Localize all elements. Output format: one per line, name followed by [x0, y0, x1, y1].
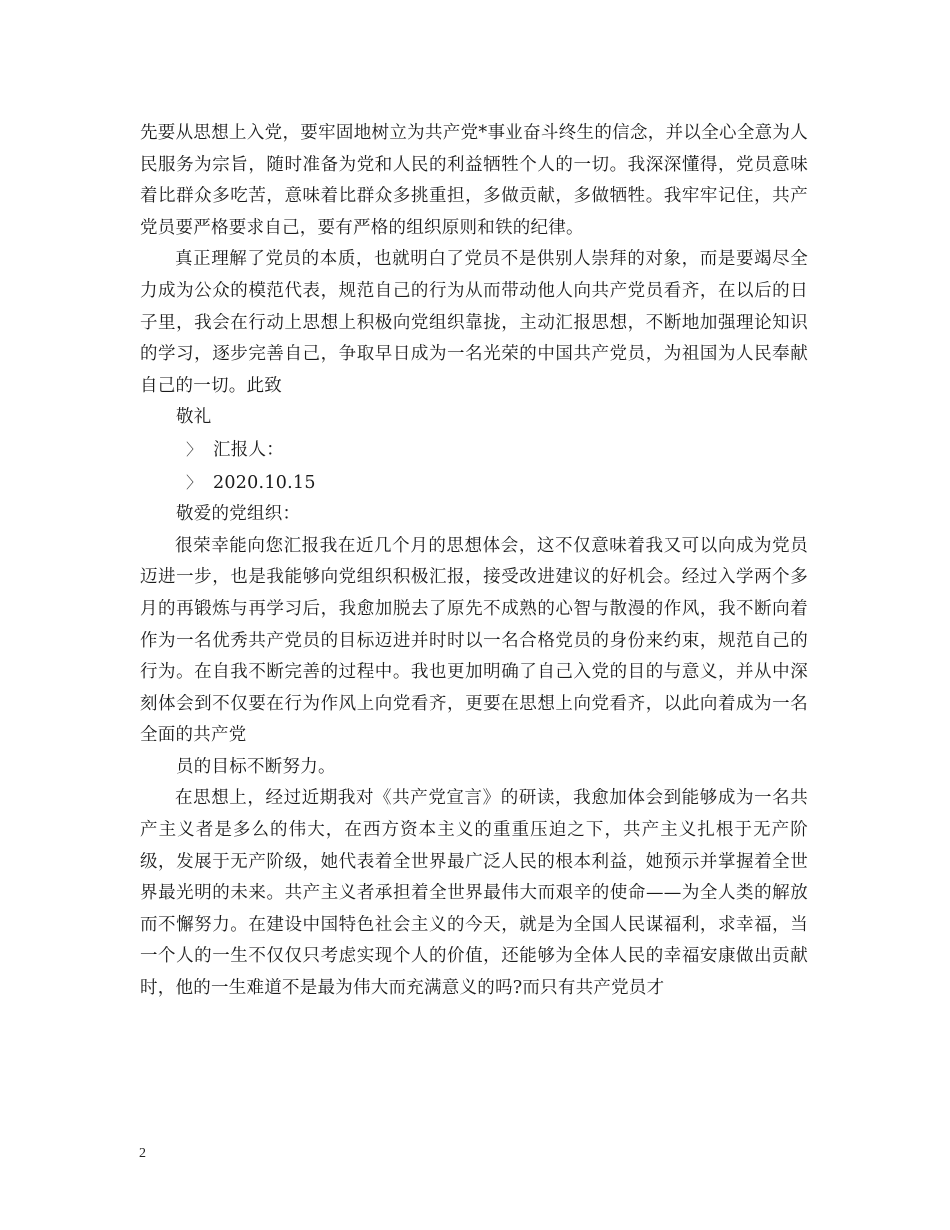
- greeting-line: 敬爱的党组织：: [176, 504, 301, 525]
- paragraph-2: 真正理解了党员的本质，也就明白了党员不是供别人崇拜的对象，而是要竭尽全力成为公众的模范代表，规范自己的行为从而带动他人向共产党员看齐，在以后的日子里，我会在行动上思想上积极向党组织靠拢，主动汇报思想，不断地加强理论知识的学习，逐步完善自己，争取早日成为一名光荣的中国共产党员，为祖国为人民奉献自己的一切。此致: [140, 249, 808, 396]
- paragraph-3: 很荣幸能向您汇报我在近几个月的思想体会，这不仅意味着我又可以向成为党员迈进一步，也是我能够向党组织积极汇报，接受改进建议的好机会。经过入学两个多月的再锻炼与再学习后，我愈加脱去了原先不成熟的心智与散漫的作风，我不断向着作为一名优秀共产党员的目标迈进并时时以一名合格党员的身份来约束，规范自己的行为。在自我不断完善的过程中。我也更加明确了自己入党的目的与意义，并从中深刻体会到不仅要在行为作风上向党看齐，更要在思想上向党看齐，以此向着成为一名全面的共产党: [140, 535, 808, 746]
- date-line: [140, 467, 808, 500]
- page-number: 2: [139, 1146, 146, 1161]
- bullet-arrow-icon: 〉: [186, 472, 203, 492]
- paragraph-4: 在思想上，经过近期我对《共产党宣言》的研读，我愈加体会到能够成为一名共产主义者是多么的伟大，在西方资本主义的重重压迫之下，共产主义扎根于无产阶级，发展于无产阶级，她代表着全世界最广泛人民的根本利益，她预示并掌握着全世界最光明的未来。共产主义者承担着全世界最伟大而艰辛的使命——为全人类的解放而不懈努力。在建设中国特色社会主义的今天，就是为全国人民谋福利，求幸福，当一个人的一生不仅仅只考虑实现个人的价值，还能够为全体人民的幸福安康做出贡献时，他的一生难道不是最为伟大而充满意义的吗?而只有共产党员才: [140, 788, 808, 999]
- reporter-label: 汇报人：: [213, 439, 284, 460]
- reporter-line: [140, 434, 808, 467]
- paragraph-3-continuation: 员的目标不断努力。: [176, 756, 336, 777]
- salute-line: 敬礼: [176, 407, 212, 428]
- report-date: 2020.10.15: [213, 472, 316, 493]
- bullet-arrow-icon: 〉: [186, 439, 203, 459]
- document-body: [140, 118, 808, 1005]
- paragraph-1: 先要从思想上入党，要牢固地树立为共产党*事业奋斗终生的信念，并以全心全意为人民服务为宗旨，随时准备为党和人民的利益牺牲个人的一切。我深深懂得，党员意味着比群众多吃苦，意味着比群众多挑重担，多做贡献，多做牺牲。我牢牢记住，共产党员要严格要求自己，要有严格的组织原则和铁的纪律。: [140, 123, 808, 238]
